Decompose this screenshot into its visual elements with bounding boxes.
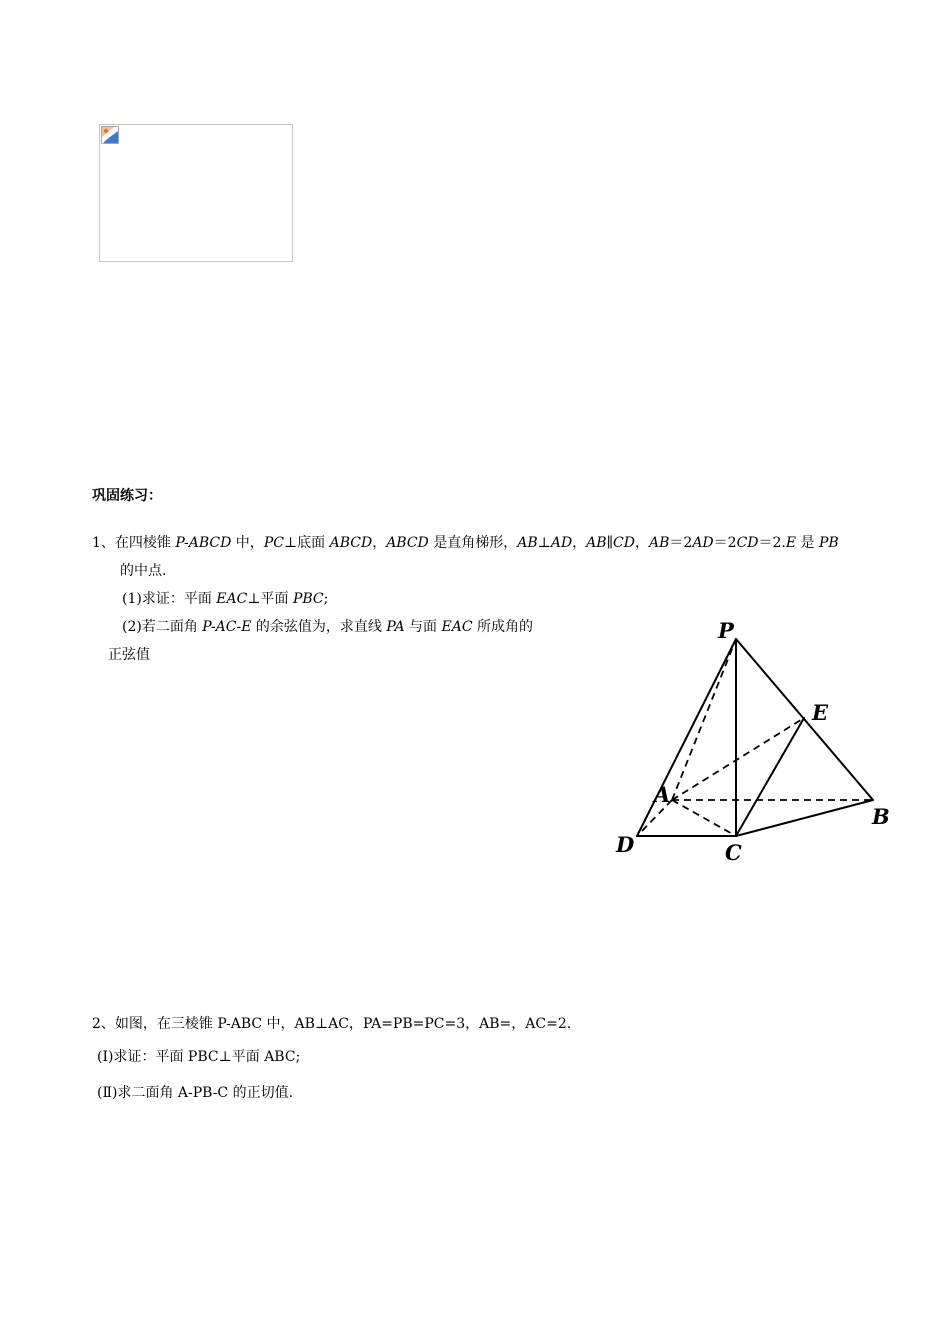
problem1-stem-segment: 是直角梯形， [428, 535, 518, 551]
problem1-part1-segment: (1)求证：平面 [122, 591, 217, 607]
problem1-part2-segment: 所成角的 [472, 619, 534, 635]
edge-CB [736, 800, 873, 836]
problem1-stem-segment: ⊥底面 [283, 535, 330, 551]
label-B: B [872, 804, 890, 829]
problem1-stem-segment: ＝2. [758, 535, 786, 551]
problem1-part2-segment: (2)若二面角 [122, 619, 203, 635]
problem1-part2-segment: EAC [441, 619, 473, 635]
problem1-stem-segment: AB [517, 535, 538, 551]
problem1-stem-segment: P-ABCD [175, 535, 232, 551]
problem1-stem-segment: 在四棱锥 [114, 535, 176, 551]
problem1-part2-segment: P-AC-E [202, 619, 252, 635]
label-E: E [812, 700, 829, 725]
problem1-part1-segment: PBC [292, 591, 324, 607]
problem1-part2-segment: PA [386, 619, 405, 635]
problem1-part1-segment: ; [323, 591, 329, 607]
problem1-part2-segment: 的余弦值为，求直线 [251, 619, 387, 635]
problem1-stem-segment: PC [263, 535, 284, 551]
problem1-stem-segment: AD [550, 535, 573, 551]
problem1-stem-segment: AB [648, 535, 670, 551]
problem1-stem-segment: CD [736, 535, 759, 551]
problem2-stem: 2、如图，在三棱锥 P-ABC 中，AB⊥AC，PA=PB=PC=3，AB=，AC=2. [92, 1016, 572, 1032]
problem1-stem-segment: AB [586, 535, 607, 551]
problem1-stem-segment: ∥ [606, 535, 614, 551]
section-title: 巩固练习： [92, 488, 162, 504]
edge-PB [736, 639, 873, 800]
problem2-part2: (Ⅱ)求二面角 A-PB-C 的正切值. [97, 1085, 294, 1101]
problem1-number: 1、 [92, 535, 115, 551]
problem1-stem [92, 534, 839, 552]
problem1-stem-segment: ABCD [329, 535, 373, 551]
problem1-stem-segment: ＝2 [713, 535, 737, 551]
edge-AP [672, 639, 736, 800]
problem1-part1-segment: EAC [216, 591, 248, 607]
problem1-part2-segment: 与面 [404, 619, 442, 635]
problem1-stem-segment: ， [372, 535, 387, 551]
problem1-part2-continued: 正弦值 [108, 647, 150, 663]
label-P: P [718, 618, 734, 643]
problem1-stem-segment: ， [634, 535, 649, 551]
problem1-stem-segment: E [785, 535, 797, 551]
problem1-stem-segment: CD [613, 535, 635, 551]
broken-image-icon [101, 126, 119, 144]
problem1-stem-segment: 是 [796, 535, 820, 551]
problem2-part1: (Ⅰ)求证：平面 PBC⊥平面 ABC; [97, 1049, 301, 1065]
edge-AE [672, 718, 804, 800]
problem1-stem-segment: ⊥ [537, 535, 551, 551]
pyramid-figure [610, 612, 900, 872]
label-C: C [725, 840, 742, 865]
edge-CE [736, 718, 804, 836]
label-D: D [616, 832, 635, 857]
edge-PD [637, 639, 736, 836]
label-A: A [654, 782, 671, 807]
problem1-stem-segment: AD [692, 535, 714, 551]
problem1-stem-segment: PB [819, 535, 839, 551]
problem1-part1-segment: ⊥平面 [247, 591, 293, 607]
problem1-stem-segment: 中， [231, 535, 264, 551]
broken-image-placeholder [99, 124, 293, 262]
problem1-part2 [122, 618, 533, 636]
problem1-stem-segment: ＝2 [669, 535, 693, 551]
problem1-stem-text [115, 535, 839, 551]
problem1-stem-segment: ABCD [386, 535, 429, 551]
problem1-stem-segment: ， [572, 535, 587, 551]
problem1-stem-continued: 的中点. [120, 563, 167, 579]
problem1-part1 [122, 590, 328, 608]
edge-AC [672, 800, 736, 836]
